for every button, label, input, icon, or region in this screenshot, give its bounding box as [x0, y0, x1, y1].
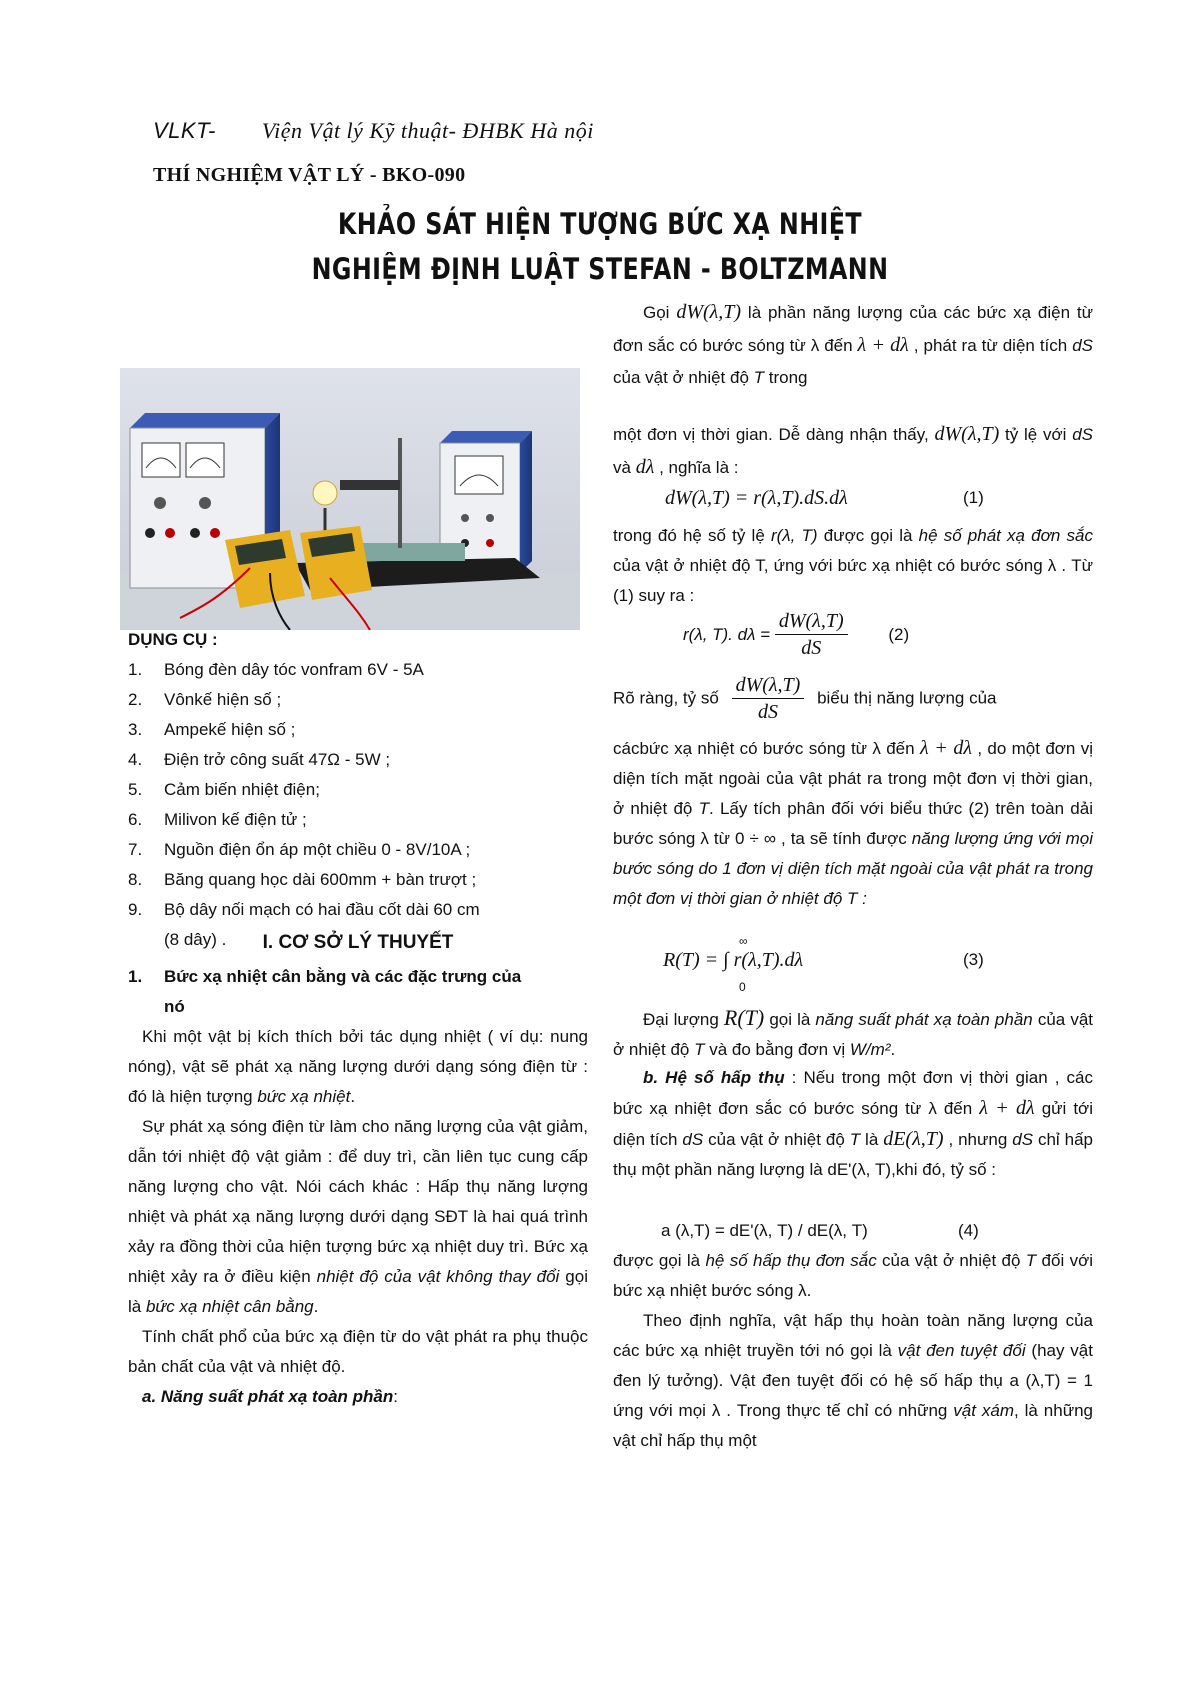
section-heading: I. CƠ SỞ LÝ THUYẾT: [262, 932, 454, 953]
right-para-2: một đơn vị thời gian. Dễ dàng nhận thấy, dW(λ,T) tỷ lệ với dS và dλ , nghĩa là :: [613, 423, 1094, 478]
header-org: VLKT-: [153, 118, 216, 143]
paragraph: Khi một vật bị kích thích bởi tác dụng nhiệt ( ví dụ: nung nóng), vật sẽ phát xạ năng lượng dưới dạng sóng điện từ : đó là hiện tượng bức xạ nhiệt.: [128, 1027, 588, 1106]
list-item: 3. Ampekế hiện số ;: [128, 720, 296, 739]
header-institute: Viện Vật lý Kỹ thuật- ĐHBK Hà nội: [261, 118, 594, 143]
header-line: [153, 118, 594, 144]
list-item: 1. Bóng đèn dây tóc vonfram 6V - 5A: [128, 660, 424, 679]
equation-4: a (λ,T) = dE'(λ, T) / dE(λ, T) (4): [661, 1221, 979, 1240]
equation-1: dW(λ,T) = r(λ,T).dS.dλ (1): [665, 487, 984, 509]
right-para-3: trong đó hệ số tỷ lệ r(λ, T) được gọi là hệ số phát xạ đơn sắc của vật ở nhiệt độ T, ứng với bức xạ nhiệt có bước sóng λ . Từ (1) suy ra :: [613, 526, 1093, 605]
right-para-5: cácbức xạ nhiệt có bước sóng từ λ đến λ + dλ , do một đơn vị diện tích mặt ngoài của vật phát ra trong một đơn vị thời gian, ở nhiệt độ T. Lấy tích phân đối với biểu thức (2) trên toàn dải bước sóng λ từ 0 ÷ ∞ , ta sẽ tính được năng lượng ứng với mọi bước sóng do 1 đơn vị diện tích mặt ngoài của vật phát ra trong một đơn vị thời gian ở nhiệt độ T :: [613, 737, 1094, 908]
right-para-7: b. Hệ số hấp thụ : Nếu trong một đơn vị thời gian , các bức xạ nhiệt đơn sắc có bước sóng từ λ đến λ + dλ gửi tới diện tích dS của vật ở nhiệt độ T là dE(λ,T) , nhưng dS chỉ hấp thụ một phần năng lượng là dE'(λ, T),khi đó, tỷ số :: [613, 1068, 1093, 1179]
list-item-continuation: (8 dây) .: [164, 930, 227, 949]
apparatus-photo: [120, 368, 580, 630]
title-line-2: NGHIỆM ĐỊNH LUẬT STEFAN - BOLTZMANN: [311, 252, 889, 286]
list-item: 6. Milivon kế điện tử ;: [128, 810, 307, 829]
right-para-9: Theo định nghĩa, vật hấp thụ hoàn toàn năng lượng của các bức xạ nhiệt truyền tới nó gọi là vật đen tuyệt đối (hay vật đen lý tưởng). Vật đen tuyệt đối có hệ số hấp thụ a (λ,T) = 1 ứng với mọi λ . Trong thực tế chỉ có những vật xám, là những vật chỉ hấp thụ một: [613, 1311, 1093, 1450]
right-para-1: Gọi dW(λ,T) là phần năng lượng của các bức xạ điện từ đơn sắc có bước sóng từ λ đến λ + dλ , phát ra từ diện tích dS của vật ở nhiệt độ T trong: [613, 301, 1093, 387]
left-body: [128, 1022, 588, 1412]
list-item: 4. Điện trở công suất 47Ω - 5W ;: [128, 750, 391, 769]
tools-section: [128, 625, 588, 955]
subsection-heading: 1. Bức xạ nhiệt cân bằng và các đặc trưng của nó: [128, 967, 522, 1016]
title-line-1: KHẢO SÁT HIỆN TƯỢNG BỨC XẠ NHIỆT: [337, 207, 863, 241]
right-para-8: được gọi là hệ số hấp thụ đơn sắc của vật ở nhiệt độ T đối với bức xạ nhiệt bước sóng λ.: [613, 1251, 1093, 1300]
list-item: 7. Nguồn điện ổn áp một chiều 0 - 8V/10A ;: [128, 840, 471, 859]
equation-3: R(T) = ∫ r(λ,T).dλ ∞ 0 (3): [663, 934, 984, 994]
list-item: 9. Bộ dây nối mạch có hai đầu cốt dài 60 cm: [128, 900, 480, 919]
tools-heading: DỤNG CỤ :: [128, 630, 218, 649]
right-para-4: Rõ ràng, tỷ số $\frac{dW(\lambda,T)}{dS}$ biểu thị năng lượng của: [613, 674, 997, 723]
paragraph: Sự phát xạ sóng điện từ làm cho năng lượng của vật giảm, dẫn tới nhiệt độ vật giảm : để duy trì, cần liên tục cung cấp năng lượng cho vật. Nói cách khác : Hấp thụ năng lượng nhiệt và phát xạ năng lượng dưới dạng SĐT là hai quá trình xảy ra đồng thời của hiện tượng bức xạ nhiệt duy trì. Bức xạ nhiệt xảy ra ở điều kiện nhiệt độ của vật không thay đổi gọi là bức xạ nhiệt cân bằng.: [128, 1117, 588, 1316]
list-item: 5. Cảm biến nhiệt điện;: [128, 780, 320, 799]
paragraph: a. Năng suất phát xạ toàn phần:: [142, 1387, 398, 1406]
right-para-6: Đại lượng R(T) gọi là năng suất phát xạ toàn phần của vật ở nhiệt độ T và đo bằng đơn vị W/m².: [613, 1005, 1094, 1059]
list-item: 8. Băng quang học dài 600mm + bàn trượt ;: [128, 870, 477, 889]
list-item: 2. Vônkế hiện số ;: [128, 690, 282, 709]
tools-list: [128, 655, 588, 955]
header-subtitle: THÍ NGHIỆM VẬT LÝ - BKO-090: [153, 164, 466, 186]
equation-2: r(λ, T). dλ = $\frac{dW(\lambda,T)}{dS}$ (2): [683, 610, 910, 659]
paragraph: Tính chất phổ của bức xạ điện từ do vật phát ra phụ thuộc bản chất của vật và nhiệt độ.: [128, 1327, 588, 1376]
